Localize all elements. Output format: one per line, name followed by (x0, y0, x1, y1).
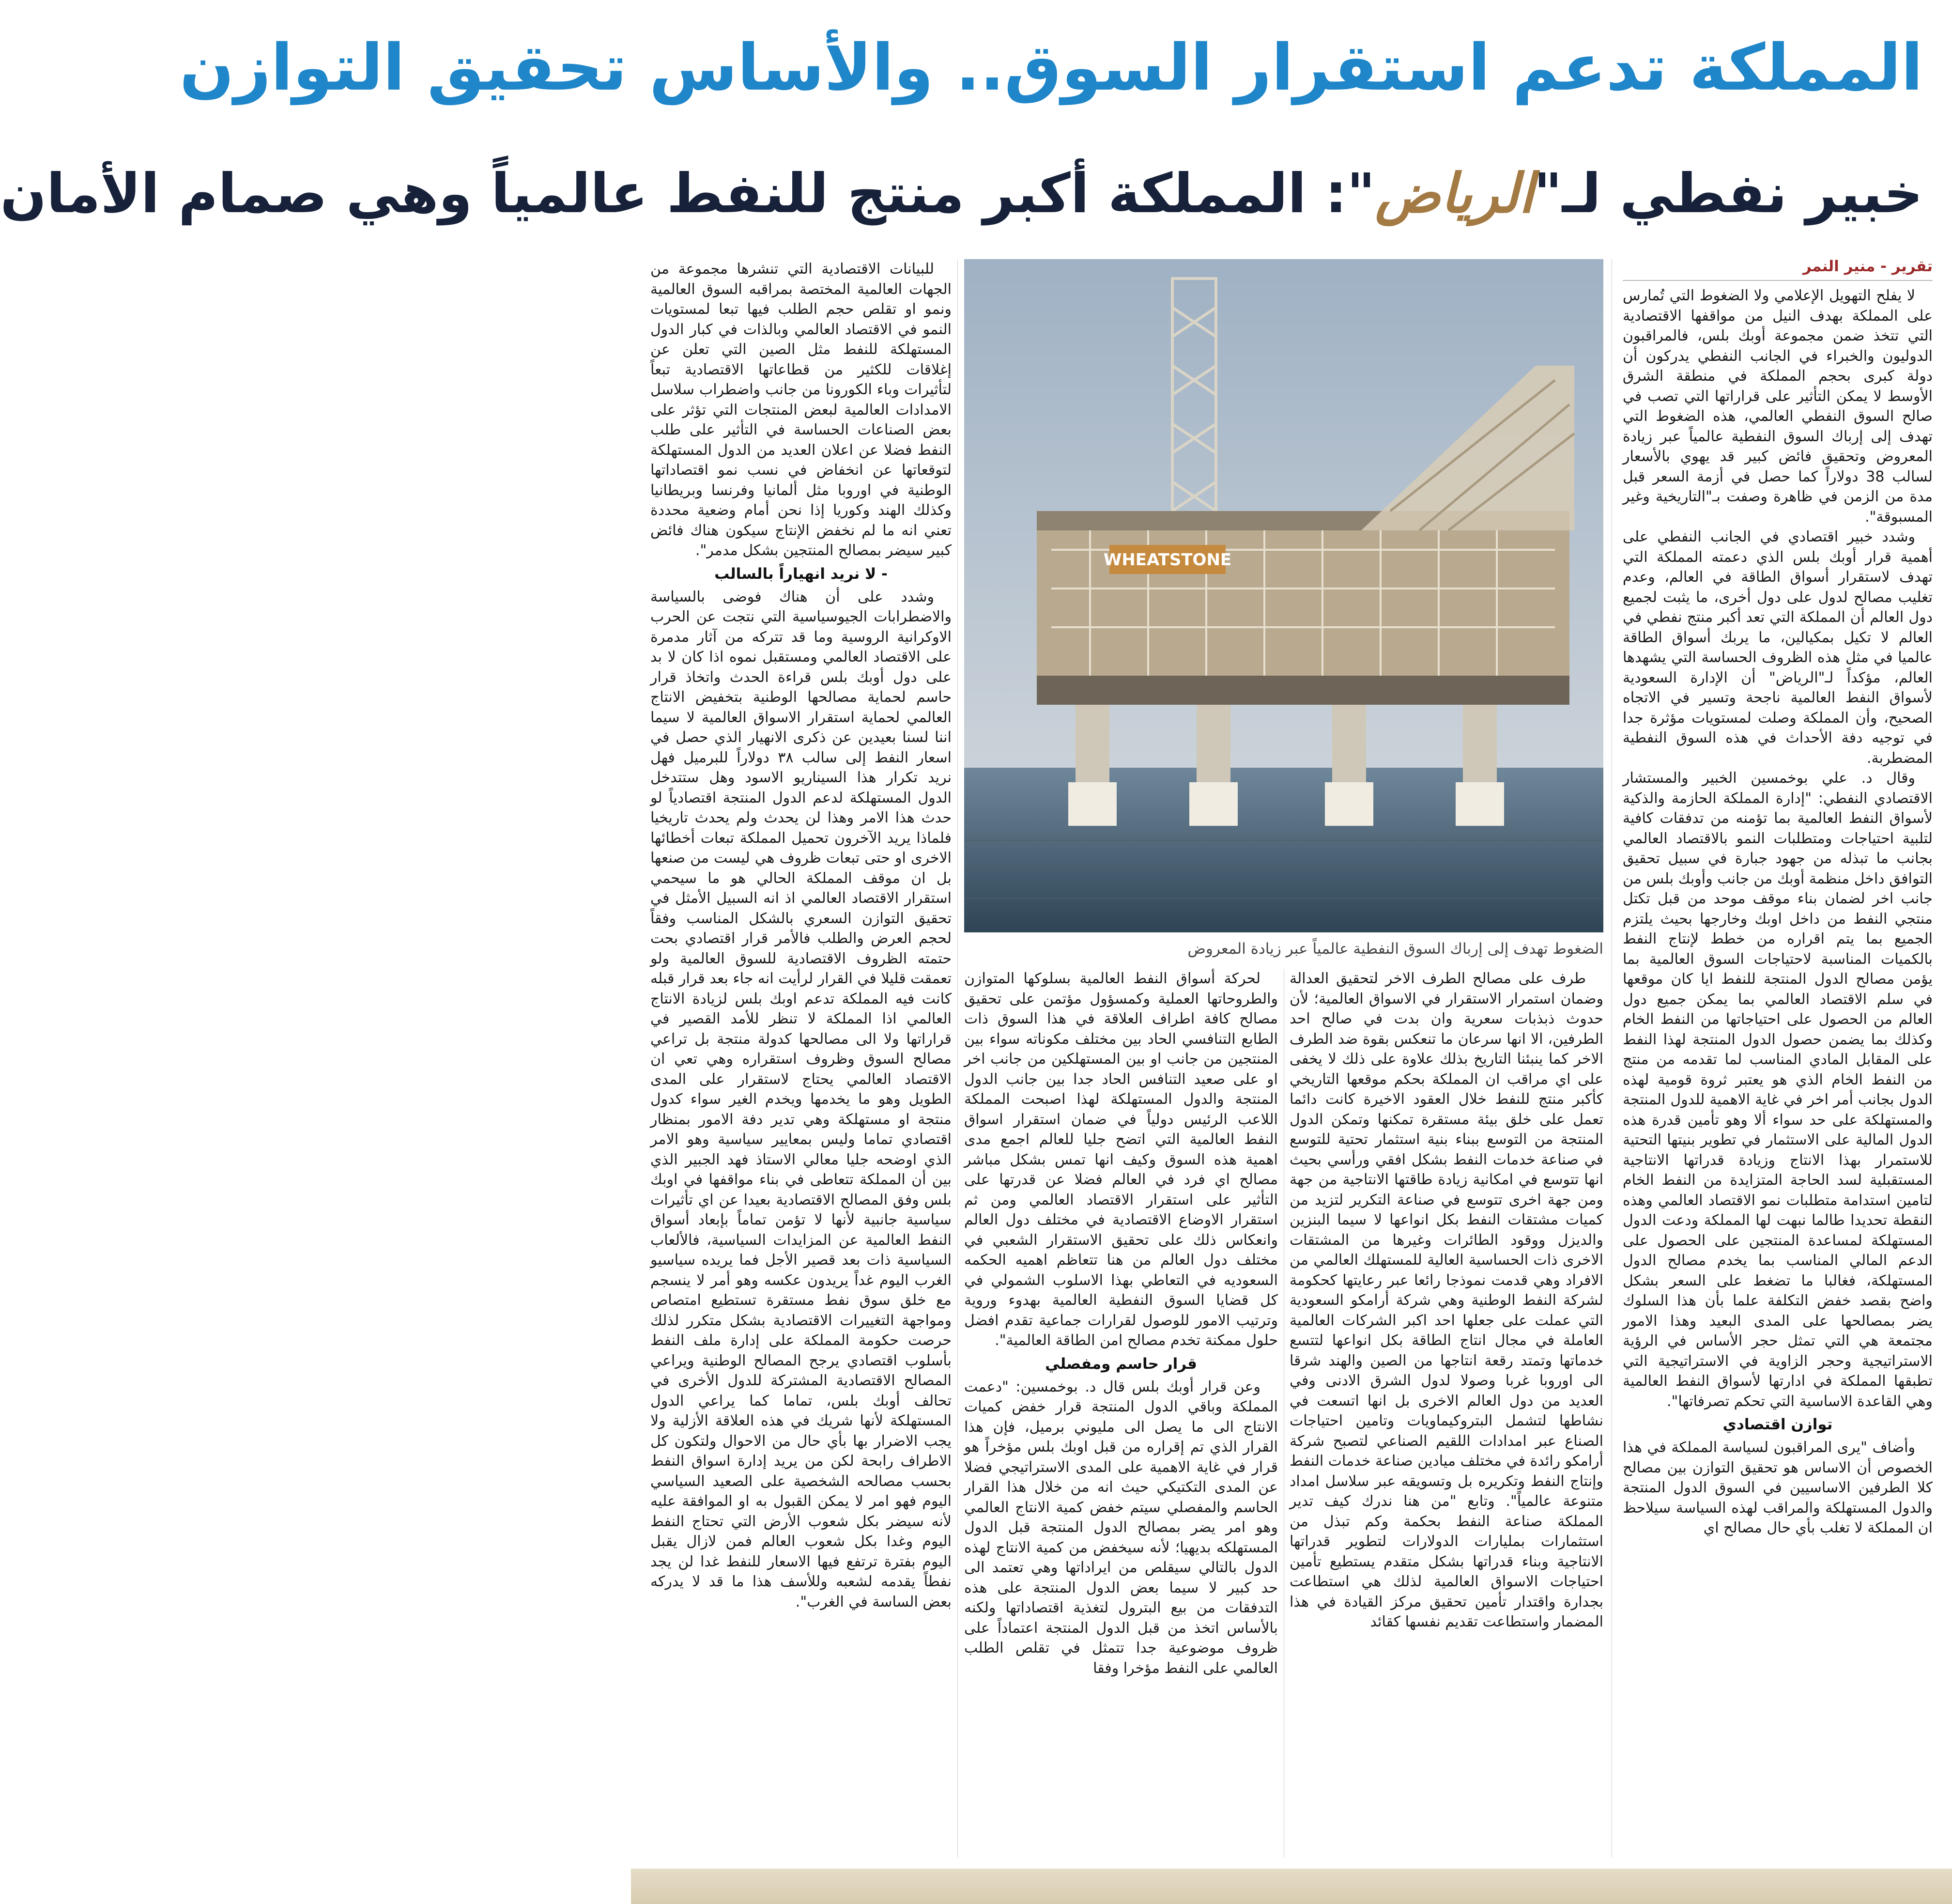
offshore-platform-image (964, 259, 1603, 932)
article-paragraph: وأضاف "يرى المراقبون لسياسة المملكة في هذا الخصوص أن الاساس هو تحقيق التوازن بين مصالح كلا الطرفين الاساسيين في السوق الدول المنتجة والدول المستهلكة والمراقب لهذه السياسة سيلاحظ ان المملكة لا تغلب بأي حال مصالح اي (1623, 1439, 1933, 1536)
page-bottom-band (631, 1869, 1952, 1904)
article-paragraph: وعن قرار أوبك بلس قال د. بوخمسين: "دعمت المملكة وباقي الدول المنتجة قرار خفض كميات الانتاج الى ما يصل الى مليوني برميل، فإن هذا القرار الذي تم إقراره من قبل اوبك بلس مؤخراً هو قرار في غاية الاهمية على المدى الاستراتيجي فضلا عن المدى التكتيكي حيث انه من خلال هذا القرار الحاسم والمفصلي سيتم خفض كمية الانتاج العالمي وهو امر يضر بمصالح الدول المنتجة قبل الدول المستهلكه بديهيا؛ لأنه سيخفض من كمية الانتاج لهذه الدول بالتالي سيقلص من ايراداتها وهي تعتمد الى حد كبير لا سيما بعض الدول المنتجة على هذه التدفقات من بيع البترول لتغذية اقتصاداتها ولكنه بالأساس اتخذ من قبل الدول المنتجة اعتماداً على ظروف موضوعية جدا تتمثل في تقلص الطلب العالمي على النفط مؤخرا وفقا (964, 1378, 1278, 1677)
article-photo (964, 259, 1603, 932)
byline: تقرير - منير النمر (1802, 258, 1933, 275)
subheadline-suffix: ": المملكة أكبر منتج للنفط عالمياً وهي صمام الأمان (0, 162, 1375, 225)
section-subheading: توازن اقتصادي (1722, 1416, 1833, 1433)
section-subheading: قرار حاسم ومفصلي (1045, 1355, 1197, 1373)
article-column-4 (650, 259, 952, 1860)
article-column-1 (1623, 286, 1933, 1860)
section-subheading: - لا نريد انهياراً بالسالب (714, 565, 888, 583)
article-paragraph: لحركة أسواق النفط العالمية بسلوكها المتوازن والطروحاتها العملية وكمسؤول مؤتمن على تحقيق مصالح كافة اطراف العلاقة في هذا السوق ذات الطابع التنافسي الحاد بين مختلف مكوناته سواء بين المنتجين من جانب او بين المستهلكين من جانب اخر او على صعيد التنافس الحاد جدا بين جانب الدول المنتجة والدول المستهلكة لهذا اصبحت المملكة اللاعب الرئيس دولياً في ضمان استقرار اسواق النفط العالمية التي اتضح جليا للعالم اجمع مدى اهمية هذه السوق وكيف انها تمس بشكل مباشر مصالح اي فرد في العالم فضلا عن قدرتها على التأثير على استقرار الاقتصاد العالمي ومن ثم استقرار الاوضاع الاقتصادية في مختلف دول العالم وانعكاس ذلك على تحقيق الاستقرار الشعبي في مختلف دول العالم من هنا تتعاظم اهميه الحكمه السعوديه في التعاطي بهذا الاسلوب الشمولي في كل قضايا السوق النفطية العالمية بهدوء وروية وترتيب الامور للوصول لقرارات جماعية تقدم افضل حلول ممكنة تخدم مصالح امن الطاقة العالمية". (964, 970, 1278, 1349)
article-column-3 (964, 969, 1278, 1860)
photo-caption: الضغوط تهدف إلى إرباك السوق النفطية عالمياً عبر زيادة المعروض (1187, 940, 1603, 958)
article-column-2 (1290, 969, 1603, 1860)
article-paragraph: وشدد على أن هناك فوضى بالسياسة والاضطرابات الجيوسياسية التي نتجت عن الحرب الاوكرانية الروسية وما قد تتركه من آثار مدمرة على الاقتصاد العالمي ومستقبل نموه اذا كان لا بد على دول أوبك بلس قراءة الحدث واتخاذ قرار حاسم لحماية مصالحها الوطنية بتخفيض الانتاج العالمي لحماية استقرار الاسواق العالمية لا سيما اننا لسنا بعيدين عن ذكرى الانهيار الذي حصل في اسعار النفط إلى سالب ٣٨ دولاراً للبرميل فهل نريد تكرار هذا السيناريو الاسود وهل ستتدخل الدول المستهلكة لدعم الدول المنتجة اقتصادياً لو حدث هذا الامر وهذا لن يحدث ولم يحدث تاريخيا فلماذا يريد الآخرون تحميل المملكة تبعات أخطائها الاخرى او حتى تبعات ظروف هي ليست من صنعها بل ان موقف المملكة الحالي هو ما سيحمي استقرار الاقتصاد العالمي اذ انه السبيل الأمثل في تحقيق التوازن السعري بالشكل المناسب وفقاً لحجم العرض والطلب فالأمر قرار اقتصادي بحت حتمته الظروف الاقتصادية للسوق العالمية ولو تعمقت قليلا في القرار لرأيت انه جاء بعد قرار قبله كانت فيه المملكة تدعم اوبك بلس لزيادة الانتاج العالمي اذا المملكة لا تنظر للأمد القصير في قراراتها ولا الى مصالحها كدولة منتجة بل تراعي مصالح السوق وظروف استقراره وهي تعي ان الاقتصاد العالمي يحتاج لاستقرار على المدى الطويل وهو ما يخدمها ويخدم الغير سواء كدول منتجة او مستهلكة وهي تدير دفة الامور بمنظار اقتصادي تماما وليس بمعايير سياسية وهو الامر الذي اوضحه جليا معالي الاستاذ فهد الجبير الذي بين أن المملكة تتعاطى في بناء مواقفها في اوبك بلس وفق المصالح الاقتصادية بعيدا عن اي تأثيرات سياسية جانبية لأنها لا تؤمن تماماً بإبعاد أسواق النفط العالمية عن المزايدات السياسية، فالألعاب السياسية ذات بعد قصير الأجل فما يريده سياسيو الغرب اليوم غداً يريدون عكسه وهو أمر لا ينسجم مع خلق سوق نفط مستقرة تستطيع امتصاص ومواجهة التغييرات الاقتصادية بشكل متكرر لذلك حرصت حكومة المملكة على إدارة ملف النفط بأسلوب اقتصادي يرجح المصالح الوطنية ويراعي المصالح الاقتصادية المشتركة للدول الأخرى في تحالف أوبك بلس، تماما كما يراعي الدول المستهلكة لأنها شريك في هذه العلاقة الأزلية ولا يجب الاضرار بها بأي حال من الاحوال ولتكون كل الاطراف رابحة لكن من يريد إدارة اسواق النفط بحسب مصالحه الشخصية على الصعيد السياسي اليوم فهو امر لا يمكن القبول به او الموافقة عليه لأنه سيضر بكل شعوب الأرض التي تحتاج النفط اليوم وغدا بكل شعوب العالم فمن لازال يقبل اليوم بفترة ترتفع فيها الاسعار للنفط غدا لن يجد نفطاً يقدمه لشعبه وللأسف هذا ما قد لا يدركه بعض الساسة في الغرب". (650, 588, 952, 1610)
article-paragraph: للبيانات الاقتصادية التي تنشرها مجموعة من الجهات العالمية المختصة بمراقبه السوق العالمية ونمو او تقلص حجم الطلب فيها تبعا لمستويات النمو في الاقتصاد العالمي وبالذات في كبار الدول المستهلكة للنفط مثل الصين التي تعلن عن إغلاقات للكثير من قطاعاتها الاقتصادية تبعاً لتأثيرات وباء الكورونا من جانب واضطراب سلاسل الامدادات العالمية لبعض المنتجات التي تؤثر على بعض الصناعات الحساسة في التأثير على طلب النفط فضلا عن اعلان العديد من الدول المستهلكة لتوقعاتها عن انخفاض في نسب نمو اقتصاداتها الوطنية في اوروبا مثل ألمانيا وفرنسا وبريطانيا وكذلك الهند وكوريا إذا نحن أمام وضعية محددة تعني انه ما لم نخفض الإنتاج سيكون هناك فائض كبير سيضر بمصالح المنتجين بشكل مدمر". (650, 261, 952, 559)
article-paragraph: لا يفلح التهويل الإعلامي ولا الضغوط التي تُمارس على المملكة بهدف النيل من مواقفها الاقتصادية التي تتخذ ضمن مجموعة أوبك بلس، فالمراقبون الدوليون والخبراء في الجانب النفطي يدركون أن دولة كبرى بحجم المملكة في منطقة الشرق الأوسط لا يمكن التأثير على قراراتها التي تصب في صالح السوق النفطي العالمي، هذه الضغوط التي تهدف إلى إرباك السوق النفطية عالمياً عبر زيادة المعروض وتحقيق فائض كبير قد يهوي بالأسعار لسالب 38 دولاراً كما حصل في أزمة السعر قبل مدة من الزمن في ظاهرة وصفت بـ"التاريخية وغير المسبوقة". (1623, 287, 1933, 526)
platform-sign: WHEATSTONE (1103, 550, 1232, 570)
article-paragraph: وشدد خبير اقتصادي في الجانب النفطي على أهمية قرار أوبك بلس الذي دعمته المملكة التي تهدف لاستقرار أسواق الطاقة في العالم، وعدم تغليب مصالح لدول على دول أخرى، ما يثبت لجميع دول العالم أن المملكة التي تعد أكبر منتج نفطي في العالم لا تكيل بمكيالين، ما يربك أسواق الطاقة عالميا في مثل هذه الظروف الحساسة التي يشهدها العالم، مؤكداً لـ"الرياض" أن الإدارة السعودية لأسواق النفط العالمية ناجحة وتسير في الاتجاه الصحيح، وأن المملكة وصلت لمستويات مؤثرة جدا في توجيه دفة الأحداث في هذه السوق النفطية المضطربة. (1623, 528, 1933, 767)
subheadline-prefix: خبير نفطي لـ" (1534, 162, 1923, 225)
headline: المملكة تدعم استقرار السوق.. والأساس تحقيق التوازن (179, 31, 1923, 105)
article-paragraph: طرف على مصالح الطرف الاخر لتحقيق العدالة وضمان استمرار الاستقرار في الاسواق العالمية؛ لأن حدوث ذبذبات سعرية وان بدت في صالح احد الطرفين، الا انها سرعان ما تنعكس بقوة ضد الطرف الاخر كما ينبئنا التاريخ بذلك علاوة على ذلك لا يخفى على اي مراقب ان المملكة بحكم موقعها التاريخي كأكبر منتج للنفط خلال العقود الاخيرة كانت دائما تعمل على خلق بيئة مستقرة تمكنها وتمكن الدول المنتجة من التوسع ببناء بنية استثمار تحتية للتوسع في صناعة خدمات النفط بشكل افقي ورأسي بحيث انها تتوسع في امكانية زيادة طاقتها الانتاجية من جهة ومن جهة اخرى تتوسع في صناعة التكرير لتزيد من كميات مشتقات النفط بكل انواعها لا سيما البنزين والديزل ووقود الطائرات وغيرها من المشتقات الاخرى ذات الحساسية العالية للمستهلك العالمي من الافراد وهي قدمت نموذجا رائعا عبر رعايتها كحكومة لشركة النفط الوطنية وهي شركة أرامكو السعودية التي عملت على جعلها احد اكبر الشركات العالمية العاملة في مجال انتاج الطاقة بكل انواعها لتتسع خدماتها وتمتد رقعة انتاجها من الصين والهند شرقا الى اوروبا غربا وصولا لدول الشرق الادنى وفي العديد من دول العالم الاخرى بل انها اتسعت في نشاطها لتشمل البتروكيماويات وتامين احتياجات الصناع عبر امدادات اللقيم الصناعي لتصبح شركة أرامكو رائدة في مختلف ميادين صناعة خدمات النفط وإنتاج النفط وتكريره بل وتسويقه عبر سلاسل امداد متنوعة عالمياً". وتابع "من هنا ندرك كيف تدير المملكة صناعة النفط بحكمة وكم تبذل من استثمارات بمليارات الدولارات لتطوير قدراتها الانتاجية وبناء قدراتها بشكل متقدم يستطيع تأمين احتياجات الاسواق العالمية لذلك هي استطاعت بجدارة واقتدار تأمين تحقيق مركز القيادة في هذا المضمار واستطاعت تقديم نفسها كقائد (1290, 970, 1603, 1630)
subheadline (0, 145, 1923, 242)
newspaper-brand-logo: الرياض (1375, 162, 1534, 225)
article-paragraph: وقال د. علي بوخمسين الخبير والمستشار الاقتصادي النفطي: "إدارة المملكة الحازمة والذكية لأسواق النفط العالمية بما تؤمنه من تدفقات كافية لتلبية احتياجات ومتطلبات النمو بالاقتصاد العالمي بجانب ما تبذله من جهود جبارة في سبيل تحقيق التوافق داخل منظمة أوبك من جانب وأوبك بلس من جانب اخر لضمان بناء موقف موحد من قبل تكتل منتجي النفط من داخل اوبك وخارجها بحيث يلتزم الجميع بما يتم اقراره من خطط لإنتاج النفط بالكميات المناسبة لاحتياجات السوق العالمية بما يؤمن مصالح الدول المنتجة للنفط ايا كان موقعها في سلم الاقتصاد العالمي بما يمكن جميع دول العالم من الحصول على احتياجاتها من النفط الخام وكذلك بما يضمن حصول الدول المنتجة لهذا النفط على المقابل المادي المناسب لما تقدمه من منتج من النفط الخام الذي هو يعتبر ثروة قومية لهذه الدول بجانب أمر اخر في غاية الاهمية للدول المنتجة والمستهلكة على حد سواء ألا وهو تأمين قدرة هذه الدول المالية على الاستثمار في تطوير بنيتها التحتية للاستمرار بهذا الانتاج وزيادة قدراتها الانتاجية المستقبلية لسد الحاجة المتزايدة من النفط الخام لتامين استدامة متطلبات نمو الاقتصاد العالمي وهذه النقطة تحديدا طالما نبهت لها المملكة ودعت الدول المستهلكة لمساعدة المنتجين على الحصول على الدعم المالي المناسب بما يخدم مصالح الدول المستهلكة، فغالبا ما تضغط على السعر بشكل واضح بقصد خفض التكلفة علما بأن هذا السلوك يضر بمصالحها على المدى البعيد وهذا الامور مجتمعة هي التي تمثل حجر الأساس في الرؤية الاستراتيجية وحجر الزاوية في الاستراتيجية التي تطبقها المملكة في ادارتها لأسواق النفط العالمية وهي القاعدة الاساسية التي تحكم تصرفاتها". (1623, 770, 1933, 1410)
column-divider (957, 259, 958, 1858)
byline-divider (1623, 280, 1933, 281)
